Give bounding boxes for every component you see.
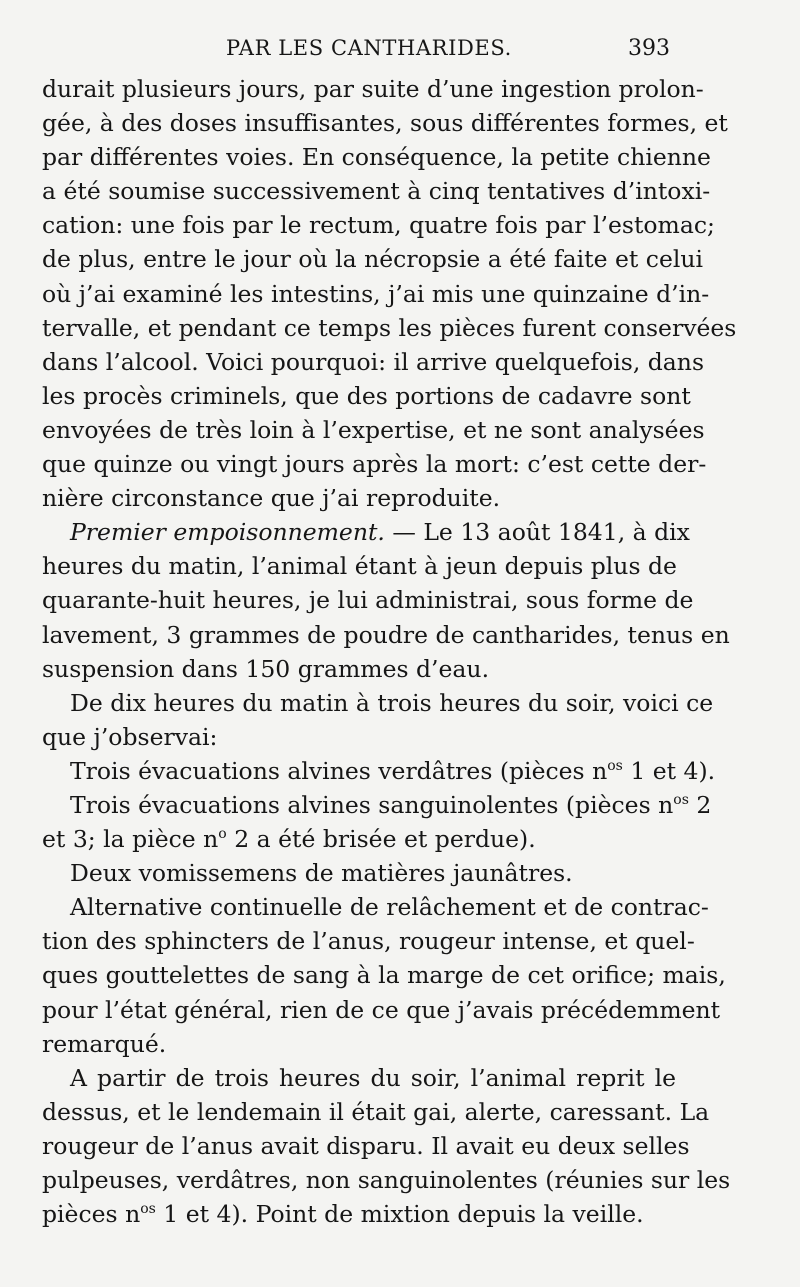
superscript: os [673, 792, 689, 809]
text-fragment: Trois évacuations alvines sanguinolentes (pièces n [70, 790, 674, 819]
text-line: a été soumise successivement à cinq tentatives d’intoxi- [42, 177, 711, 206]
text-line: envoyées de très loin à l’expertise, et ne sont analysées [42, 415, 705, 444]
body-text [42, 72, 737, 1231]
text-line: nière circonstance que j’ai reproduite. [42, 484, 501, 513]
page-header [0, 34, 800, 70]
text-line: lavement, 3 grammes de poudre de cantharides, tenus en [42, 620, 730, 649]
superscript: os [607, 758, 623, 775]
text-line: tervalle, et pendant ce temps les pièces furent conservées [42, 313, 737, 342]
text-line: heures du matin, l’animal étant à jeun depuis plus de [42, 552, 677, 581]
text-line [42, 754, 716, 788]
text-line: De dix heures du matin à trois heures du soir, voici ce [70, 688, 714, 717]
text-line: où j’ai examiné les intestins, j’ai mis une quinzaine d’in- [42, 279, 710, 308]
text-line: Alternative continuelle de relâchement et de contrac- [70, 893, 709, 922]
text-line: ques gouttelettes de sang à la marge de cet orifice; mais, [42, 961, 726, 990]
text-line: A partir de trois heures du soir, l’animal reprit le [70, 1063, 676, 1092]
text-line: de plus, entre le jour où la nécropsie a été faite et celui [42, 245, 704, 274]
text-line: pulpeuses, verdâtres, non sanguinolentes (réunies sur les [42, 1166, 731, 1194]
superscript: os [140, 1201, 156, 1218]
text-line [42, 515, 690, 549]
text-fragment: 2 [688, 790, 712, 819]
text-line: gée, à des doses insuffisantes, sous différentes formes, et [42, 109, 728, 138]
text-line: tion des sphincters de l’anus, rougeur intense, et quel- [42, 927, 695, 956]
text-fragment: — Le 13 août 1841, à dix [384, 518, 690, 547]
text-line: Deux vomissemens de matières jaunâtres. [70, 859, 573, 888]
text-line: que quinze ou vingt jours après la mort: c’est cette der- [42, 450, 707, 479]
superscript: o [218, 826, 227, 843]
text-line: quarante-huit heures, je lui administrai, sous forme de [42, 586, 694, 615]
text-line [42, 822, 676, 856]
text-fragment: Trois évacuations alvines verdâtres (pièces n [70, 756, 608, 785]
text-line [42, 788, 712, 822]
text-fragment: 1 et 4). Point de mixtion depuis la veille. [155, 1200, 644, 1229]
text-line: les procès criminels, que des portions de cadavre sont [42, 381, 691, 410]
text-line: que j’observai: [42, 722, 218, 751]
text-fragment: et 3; la pièce n [42, 825, 219, 854]
running-head: PAR LES CANTHARIDES. [226, 36, 512, 60]
text-fragment: 2 a été brisée et perdue). [226, 825, 536, 854]
text-line: par différentes voies. En conséquence, la petite chienne [42, 143, 711, 172]
section-heading: Premier empoisonnement. [70, 518, 385, 547]
text-line: suspension dans 150 grammes d’eau. [42, 654, 490, 683]
text-line: rougeur de l’anus avait disparu. Il avait eu deux selles [42, 1131, 690, 1160]
text-line: durait plusieurs jours, par suite d’une ingestion prolon- [42, 75, 704, 103]
text-fragment: pièces n [42, 1200, 141, 1229]
text-line: pour l’état général, rien de ce que j’avais précédemment [42, 995, 721, 1024]
text-line [42, 1197, 676, 1231]
text-line: cation: une fois par le rectum, quatre fois par l’estomac; [42, 211, 715, 240]
text-line: dessus, et le lendemain il était gai, alerte, caressant. La [42, 1097, 710, 1126]
page-number: 393 [628, 36, 670, 61]
text-line: remarqué. [42, 1029, 167, 1058]
text-line: dans l’alcool. Voici pourquoi: il arrive quelquefois, dans [42, 347, 705, 376]
text-fragment: 1 et 4). [622, 756, 716, 785]
